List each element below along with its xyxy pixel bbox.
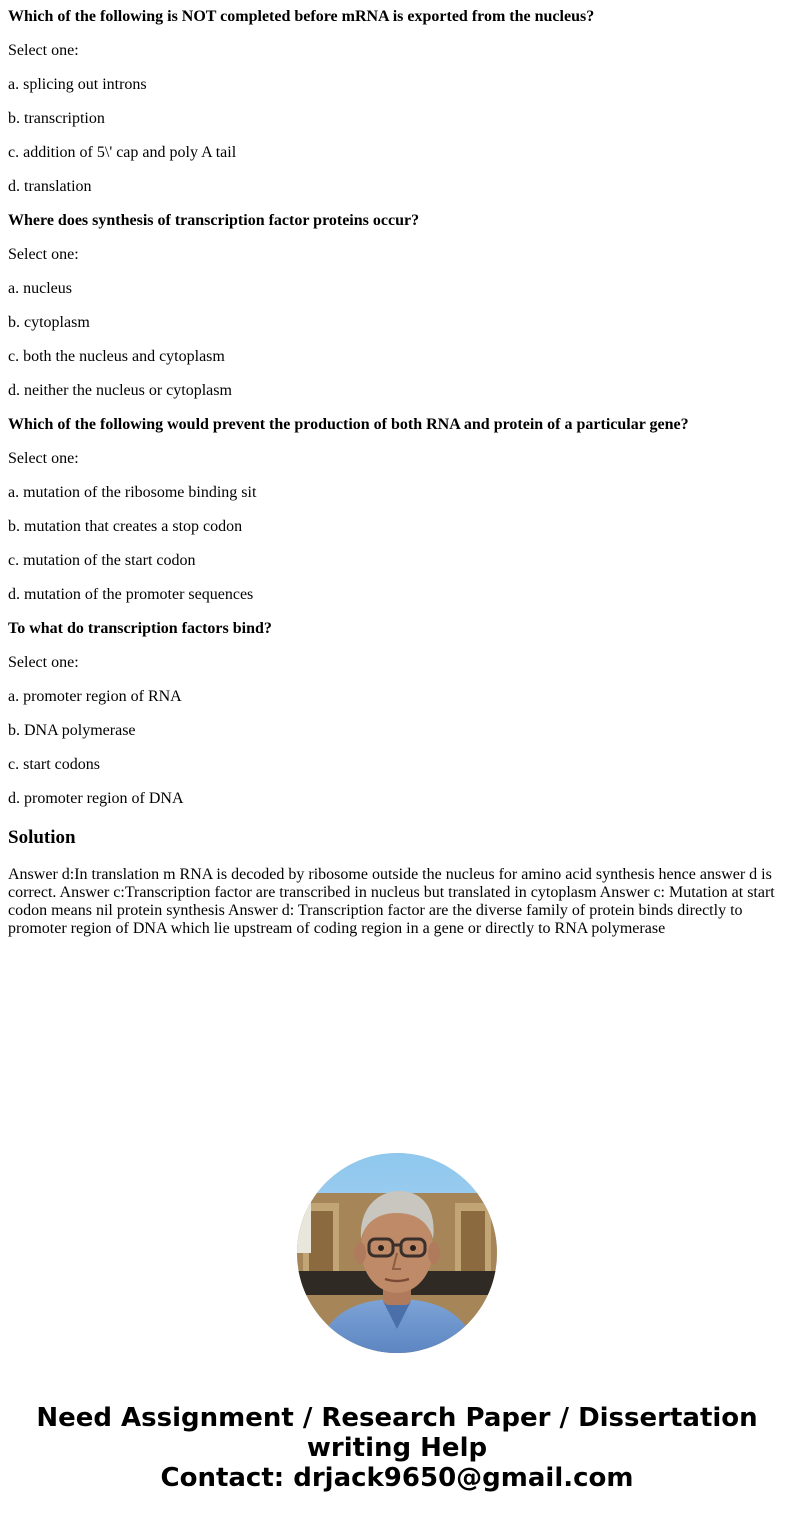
question-2-prompt: Where does synthesis of transcription factor proteins occur?: [8, 212, 420, 229]
question-3-option-d: d. mutation of the promoter sequences: [8, 586, 254, 603]
question-1-prompt: Which of the following is NOT completed before mRNA is exported from the nucleus?: [8, 8, 595, 25]
question-1-select-label: Select one:: [8, 42, 79, 59]
question-2-option-b: b. cytoplasm: [8, 314, 90, 331]
cta-line-2: writing Help: [306, 1433, 488, 1463]
question-4-option-c: c. start codons: [8, 756, 100, 773]
question-3-option-a: a. mutation of the ribosome binding sit: [8, 484, 257, 501]
solution-heading: Solution: [8, 827, 76, 848]
cta-contact-email: Contact: drjack9650@gmail.com: [160, 1463, 634, 1493]
avatar: [297, 1153, 497, 1353]
avatar-photo: [297, 1153, 497, 1353]
question-3-prompt: Which of the following would prevent the production of both RNA and protein of a particular gene?: [8, 416, 689, 433]
question-1-option-d: d. translation: [8, 178, 92, 195]
contact-banner: [0, 1403, 794, 1493]
question-4-option-b: b. DNA polymerase: [8, 722, 136, 739]
question-3-option-c: c. mutation of the start codon: [8, 552, 196, 569]
question-1-option-a: a. splicing out introns: [8, 76, 147, 93]
question-2-option-d: d. neither the nucleus or cytoplasm: [8, 382, 232, 399]
question-1-option-b: b. transcription: [8, 110, 105, 127]
question-1-option-c: c. addition of 5\' cap and poly A tail: [8, 144, 237, 161]
question-2-select-label: Select one:: [8, 246, 79, 263]
question-4-option-a: a. promoter region of RNA: [8, 688, 182, 705]
question-2-option-a: a. nucleus: [8, 280, 72, 297]
question-4-select-label: Select one:: [8, 654, 79, 671]
question-3-option-b: b. mutation that creates a stop codon: [8, 518, 243, 535]
cta-line-1: Need Assignment / Research Paper / Dissertation: [36, 1403, 758, 1433]
question-4-prompt: To what do transcription factors bind?: [8, 620, 272, 637]
question-4-option-d: d. promoter region of DNA: [8, 790, 184, 807]
solution-text: Answer d:In translation m RNA is decoded by ribosome outside the nucleus for amino acid synthesis hence answer d is correct. Answer c:Transcription factor are transcribed in nucleus but translated in cytoplasm Answer c: Mutation at start codon means nil protein synthesis Answer d: Transcription factor are the diverse family of protein binds directly to promoter region of DNA which lie upstream of coding region in a gene or directly to RNA polymerase: [8, 866, 775, 937]
question-2-option-c: c. both the nucleus and cytoplasm: [8, 348, 225, 365]
question-3-select-label: Select one:: [8, 450, 79, 467]
